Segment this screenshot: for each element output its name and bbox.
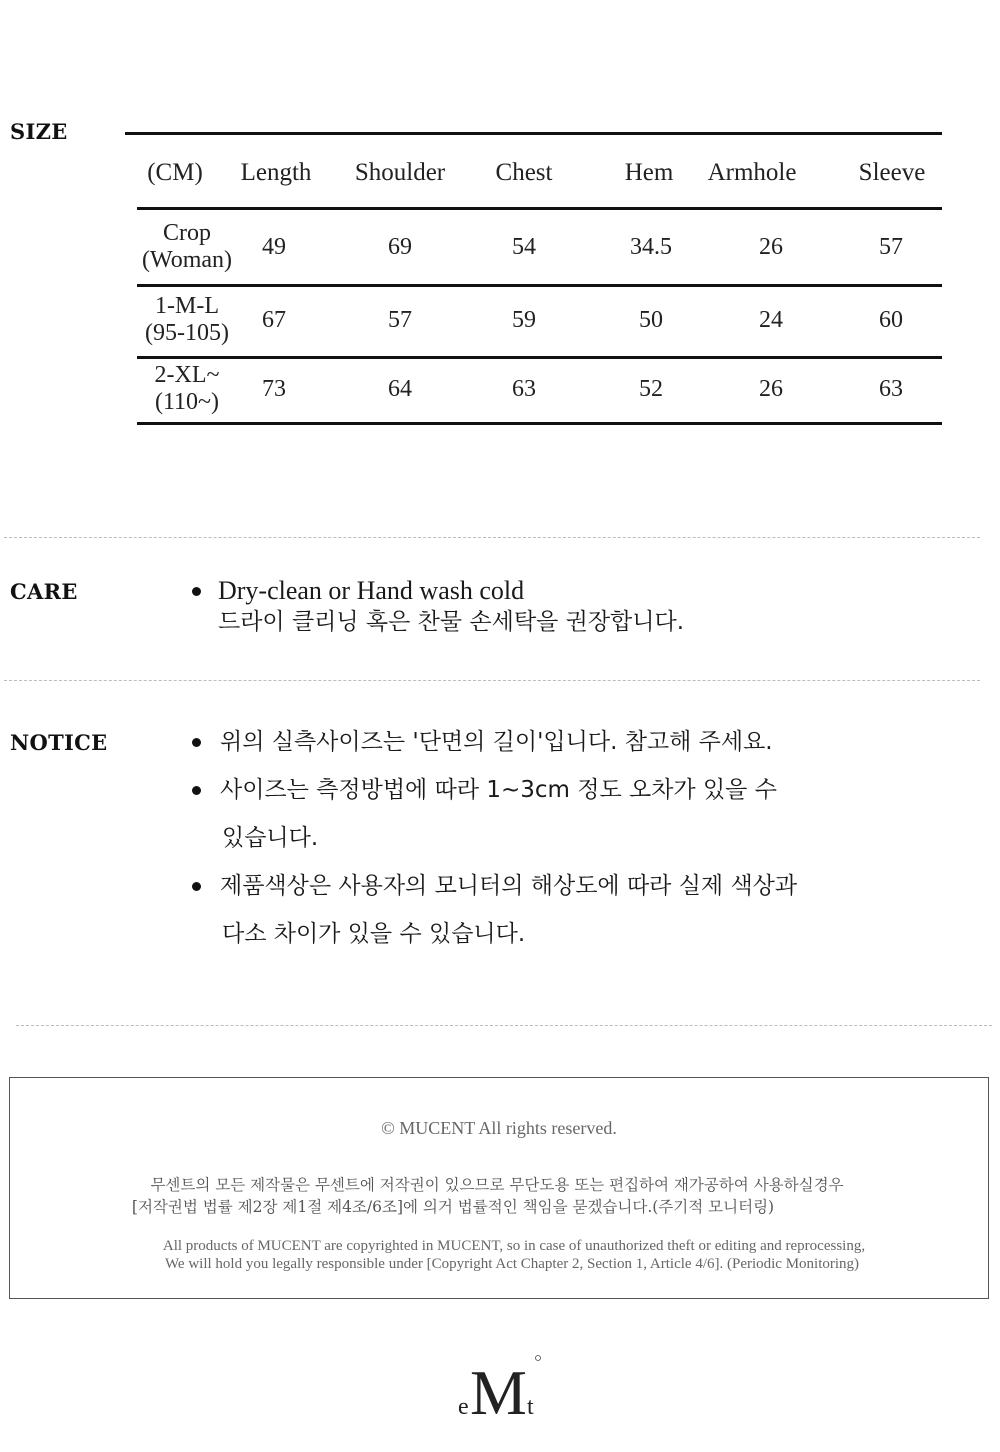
table-cell: 73	[262, 376, 286, 402]
table-cell: 57	[879, 234, 903, 260]
table-header-cell: Chest	[495, 159, 553, 186]
divider-dashed	[16, 1025, 992, 1026]
table-row-label: 1-M-L	[155, 293, 219, 319]
care-text-en: Dry-clean or Hand wash cold	[218, 576, 525, 605]
table-header-cell: Armhole	[707, 159, 797, 186]
bullet-dot	[192, 786, 201, 795]
table-row-rule	[137, 356, 942, 359]
registered-mark-icon	[536, 1356, 541, 1361]
table-header-cell: (CM)	[147, 159, 203, 186]
size-section-label: SIZE	[10, 119, 68, 144]
divider-dashed	[4, 537, 980, 538]
bullet-dot	[192, 587, 201, 596]
table-row-label: (95-105)	[145, 320, 229, 346]
table-cell: 69	[388, 234, 412, 260]
bullet-dot	[192, 882, 201, 891]
copyright-title: © MUCENT All rights reserved.	[381, 1118, 617, 1138]
table-cell: 60	[879, 307, 903, 333]
copyright-ko-line-2: [저작권법 법률 제2장 제1절 제4조/6조]에 의거 법률적인 책임을 묻겠습니다.(주기적 모니터링)	[131, 1198, 775, 1216]
notice-section-label: NOTICE	[10, 730, 108, 755]
logo-letter-t: t	[527, 1394, 534, 1420]
table-row-label: (Woman)	[141, 247, 233, 273]
table-row-label: (110~)	[154, 389, 220, 415]
table-cell: 24	[759, 307, 783, 333]
copyright-box	[9, 1077, 989, 1299]
table-cell: 34.5	[630, 234, 672, 260]
care-section-label: CARE	[10, 579, 78, 604]
table-cell: 52	[639, 376, 663, 402]
table-header-cell: Shoulder	[354, 159, 446, 186]
notice-text-line: 위의 실측사이즈는 '단면의 길이'입니다. 참고해 주세요.	[220, 729, 773, 755]
table-header-cell: Sleeve	[858, 159, 926, 186]
table-cell: 49	[262, 234, 286, 260]
table-cell: 63	[879, 376, 903, 402]
notice-text-line: 있습니다.	[222, 825, 319, 851]
table-header-cell: Length	[240, 159, 312, 186]
care-text-ko: 드라이 클리닝 혹은 찬물 손세탁을 권장합니다.	[218, 609, 685, 635]
logo-letter-m: M	[470, 1357, 527, 1422]
notice-text-line: 제품색상은 사용자의 모니터의 해상도에 따라 실제 색상과	[220, 873, 798, 899]
copyright-en-line-2: We will hold you legally responsible under [Copyright Act Chapter 2, Section 1, Article 4/6]. (Periodic Monitoring)	[164, 1256, 860, 1272]
table-row-rule	[137, 284, 942, 287]
copyright-ko-line-1: 무센트의 모든 제작물은 무센트에 저작권이 있으므로 무단도용 또는 편집하여 재가공하여 사용하실경우	[150, 1176, 844, 1194]
brand-logo-mark	[452, 1352, 548, 1422]
size-table-top-rule	[125, 132, 942, 135]
table-row-label: 2-XL~	[154, 362, 220, 388]
divider-dashed	[4, 680, 980, 681]
notice-text-line: 사이즈는 측정방법에 따라 1~3cm 정도 오차가 있을 수	[220, 777, 777, 803]
table-row-rule	[137, 422, 942, 425]
table-cell: 26	[759, 376, 783, 402]
table-cell: 67	[262, 307, 286, 333]
notice-text-line: 다소 차이가 있을 수 있습니다.	[222, 921, 526, 947]
table-cell: 26	[759, 234, 783, 260]
bullet-dot	[192, 738, 201, 747]
brand-logo	[452, 1352, 548, 1422]
table-cell: 50	[639, 307, 663, 333]
table-cell: 59	[512, 307, 536, 333]
table-header-cell: Hem	[624, 159, 674, 186]
table-cell: 54	[512, 234, 536, 260]
table-cell: 57	[388, 307, 412, 333]
table-cell: 63	[512, 376, 536, 402]
logo-letter-e: e	[458, 1394, 469, 1420]
table-cell: 64	[388, 376, 412, 402]
table-row-label: Crop	[163, 220, 211, 246]
table-row-rule	[137, 207, 942, 210]
copyright-en-line-1: All products of MUCENT are copyrighted in MUCENT, so in case of unauthorized theft or editing and reprocessing,	[162, 1238, 866, 1254]
